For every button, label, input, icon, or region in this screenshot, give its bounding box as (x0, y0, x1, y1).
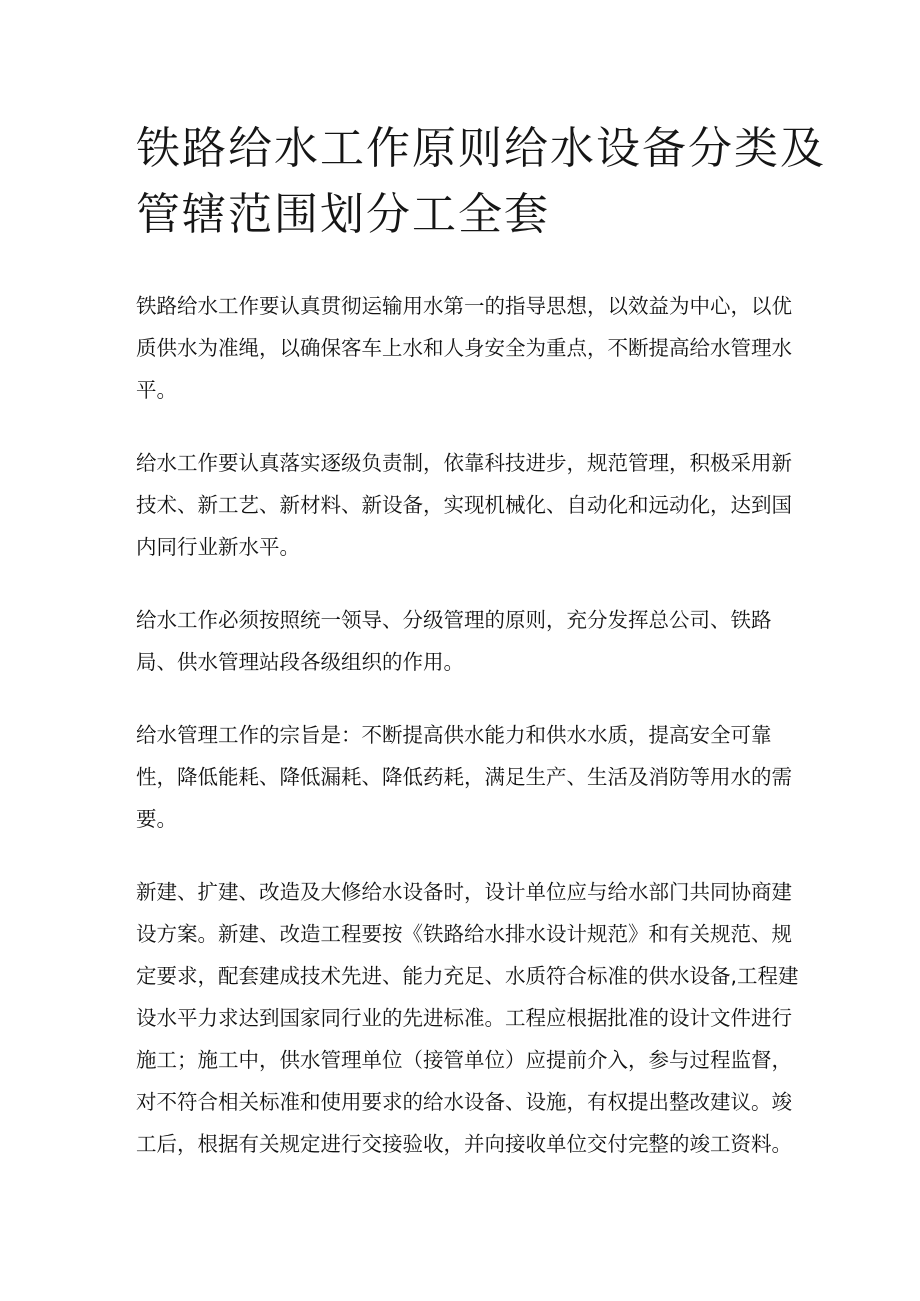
document-body (136, 285, 808, 1196)
document-title: 铁路给水工作原则给水设备分类及管辖范围划分工全套 (136, 123, 826, 240)
paragraph-5: 新建、扩建、改造及大修给水设备时，设计单位应与给水部门共同协商建设方案。新建、改造工程要按《铁路给水排水设计规范》和有关规范、规定要求，配套建成技术先进、能力充足、水质符合标准的供水设备,工程建设水平力求达到国家同行业的先进标准。工程应根据批准的设计文件进行施工；施工中，供水管理单位（接管单位）应提前介入，参与过程监督，对不符合相关标准和使用要求的给水设备、设施，有权提出整改建议。竣工后，根据有关规定进行交接验收，并向接收单位交付完整的竣工资料。 (136, 880, 799, 1156)
paragraph-2: 给水工作要认真落实逐级负责制，依靠科技进步，规范管理，积极采用新技术、新工艺、新材料、新设备，实现机械化、自动化和远动化，达到国内同行业新水平。 (136, 451, 792, 559)
paragraph-3: 给水工作必须按照统一领导、分级管理的原则，充分发挥总公司、铁路局、供水管理站段各级组织的作用。 (136, 608, 772, 674)
paragraph-1: 铁路给水工作要认真贯彻运输用水第一的指导思想，以效益为中心，以优质供水为准绳，以确保客车上水和人身安全为重点，不断提高给水管理水平。 (136, 294, 792, 402)
paragraph-4: 给水管理工作的宗旨是：不断提高供水能力和供水水质，提高安全可靠性，降低能耗、降低漏耗、降低药耗，满足生产、生活及消防等用水的需要。 (136, 723, 792, 831)
